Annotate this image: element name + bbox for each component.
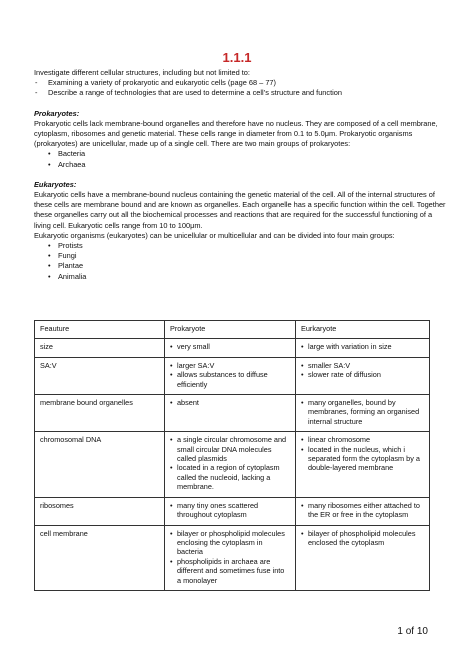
eukaryote-cell — [296, 525, 430, 590]
feature-cell: size — [35, 339, 165, 357]
cell-point: • bilayer or phospholipid molecules enclosing the cytoplasm in bacteria — [170, 529, 290, 557]
list-item: • Protists — [48, 241, 446, 251]
list-item: • Archaea — [48, 160, 446, 170]
cell-point: • large with variation in size — [301, 342, 424, 351]
table-row — [35, 339, 430, 357]
feature-cell: membrane bound organelles — [35, 395, 165, 432]
prokaryote-cell — [165, 525, 296, 590]
list-item: • Fungi — [48, 251, 446, 261]
eukaryote-groups-list — [34, 241, 446, 282]
cell-point: • linear chromosome — [301, 435, 424, 444]
intro-text: Investigate different cellular structures, including but not limited to: — [34, 68, 250, 77]
cell-point: • phospholipids in archaea are different and sometimes fuse into a monolayer — [170, 557, 290, 585]
intro-item: - Examining a variety of prokaryotic and eukaryotic cells (page 68 – 77) — [34, 78, 446, 88]
eukaryote-cell — [296, 432, 430, 497]
eukaryote-cell — [296, 395, 430, 432]
feature-cell: cell membrane — [35, 525, 165, 590]
page-title: 1.1.1 — [222, 50, 252, 65]
cell-point: • bilayer of phospholipid molecules enclosed the cytoplasm — [301, 529, 424, 548]
feature-cell: chromosomal DNA — [35, 432, 165, 497]
prokaryote-cell — [165, 339, 296, 357]
intro-item: - Describe a range of technologies that are used to determine a cell’s structure and function — [34, 88, 446, 98]
column-header: Eurkaryote — [296, 321, 430, 339]
list-item: • Plantae — [48, 261, 446, 271]
comparison-table — [34, 320, 430, 591]
cell-point: • located in a region of cytoplasm called the nucleoid, lacking a membrane. — [170, 463, 290, 491]
list-item: • Animalia — [48, 272, 446, 282]
table-row — [35, 497, 430, 525]
feature-cell: ribosomes — [35, 497, 165, 525]
cell-point: • many tiny ones scattered throughout cytoplasm — [170, 501, 290, 520]
cell-point: • smaller SA:V — [301, 361, 424, 370]
table-row — [35, 357, 430, 394]
cell-point: • absent — [170, 398, 290, 407]
prokaryotes-paragraph: Prokaryotic cells lack membrane-bound organelles and therefore have no nucleus. They are composed of a cell membrane, cytoplasm, ribosomes and genetic material. These cells range in diameter from 0.1 to 5.0μm. Prokaryotic organisms (prokaryotes) are unicellular, made up of a single cell. There are two main groups of prokaryotes: — [34, 118, 438, 149]
eukaryotes-paragraph: Eukaryotic cells have a membrane-bound nucleus containing the genetic material of the cell. All of the internal structures of these cells are membrane bound and are known as organelles. Each organelle has a specific function within the cell. Together these organelles carry out all the biochemical processes and reactions that are required for the successful functioning of a living cell. Eukaryotic cells range from 10 to 100μm. — [34, 190, 446, 230]
cell-point: • a single circular chromosome and small circular DNA molecules called plasmids — [170, 435, 290, 463]
cell-point: • allows substances to diffuse efficiently — [170, 370, 290, 389]
page-number: 1 of 10 — [397, 626, 428, 637]
cell-point: • very small — [170, 342, 290, 351]
prokaryote-cell — [165, 432, 296, 497]
document-body — [34, 68, 446, 282]
cell-point: • larger SA:V — [170, 361, 290, 370]
prokaryotes-heading: Prokaryotes: — [34, 108, 80, 118]
eukaryotes-groups-intro: Eukaryotic organisms (eukaryotes) can be unicellular or multicellular and can be divided into four main groups: — [34, 230, 395, 240]
eukaryote-cell — [296, 497, 430, 525]
eukaryote-cell — [296, 357, 430, 394]
column-header: Prokaryote — [165, 321, 296, 339]
feature-cell: SA:V — [35, 357, 165, 394]
cell-point: • located in the nucleus, which i separated form the cytoplasm by a double-layered membrane — [301, 445, 424, 473]
cell-point: • many ribosomes either attached to the ER or free in the cytoplasm — [301, 501, 424, 520]
table-row — [35, 432, 430, 497]
list-item: • Bacteria — [48, 149, 446, 159]
table-row — [35, 395, 430, 432]
prokaryote-groups-list — [34, 149, 446, 169]
cell-point: • slower rate of diffusion — [301, 370, 424, 379]
eukaryote-cell — [296, 339, 430, 357]
table-header-row — [35, 321, 430, 339]
prokaryote-cell — [165, 357, 296, 394]
prokaryote-cell — [165, 395, 296, 432]
intro-list — [34, 78, 446, 98]
column-header: Feauture — [35, 321, 165, 339]
prokaryote-cell — [165, 497, 296, 525]
eukaryotes-heading: Eukaryotes: — [34, 179, 77, 189]
table-row — [35, 525, 430, 590]
cell-point: • many organelles, bound by membranes, forming an organised internal structure — [301, 398, 424, 426]
